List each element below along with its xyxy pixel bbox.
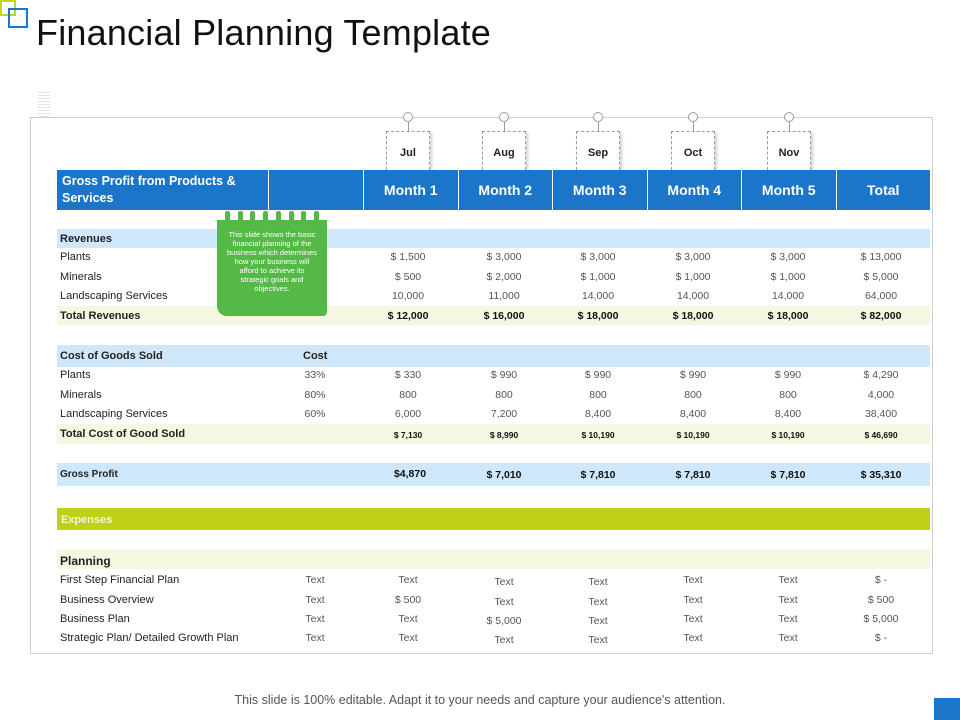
row-value: Text: [778, 574, 798, 586]
row-value: Text: [683, 594, 703, 606]
cost-percent: 33%: [304, 369, 326, 381]
row-value: Text: [778, 632, 798, 644]
row-value: 8,400: [584, 408, 612, 420]
row-value: Text: [588, 596, 608, 608]
row-value: $ 82,000: [860, 310, 902, 322]
planning-band: [57, 549, 930, 569]
row-value: 800: [589, 389, 607, 401]
month-tag: Aug: [482, 131, 526, 175]
pin-icon: [499, 112, 509, 122]
row-value: $ 990: [584, 369, 612, 381]
header-column: Month 2: [458, 170, 553, 210]
row-value: $ 1,000: [580, 271, 616, 283]
row-label: First Step Financial Plan: [60, 574, 180, 586]
row-value: $ 990: [679, 369, 707, 381]
row-value: $ 18,000: [577, 310, 619, 322]
row-value: Text: [305, 574, 325, 586]
header-month-columns: [363, 170, 930, 210]
row-value: $ 7,010: [486, 469, 522, 481]
row-value: Text: [778, 594, 798, 606]
row-label: Plants: [60, 251, 91, 263]
row-value: $ 5,000: [863, 271, 899, 283]
row-value: $ 18,000: [672, 310, 714, 322]
row-value: $ 18,000: [767, 310, 809, 322]
row-label: Minerals: [60, 271, 102, 283]
revenues-band: [57, 229, 930, 248]
row-value: 8,400: [679, 408, 707, 420]
row-value: 6,000: [394, 408, 422, 420]
gross-profit-label: Gross Profit: [60, 469, 118, 480]
row-value: Text: [683, 574, 703, 586]
row-value: $ 2,000: [486, 271, 522, 283]
row-label: Landscaping Services: [60, 290, 168, 302]
row-label: Plants: [60, 369, 91, 381]
row-label: Business Plan: [60, 613, 130, 625]
row-value: $ 8,990: [489, 430, 519, 440]
row-value: 14,000: [676, 290, 710, 302]
row-value: Text: [683, 613, 703, 625]
row-value: $ 1,000: [770, 271, 806, 283]
row-value: $ 3,000: [675, 251, 711, 263]
row-value: Text: [305, 613, 325, 625]
pin-icon: [593, 112, 603, 122]
row-value: $ 3,000: [580, 251, 616, 263]
row-value: 4,000: [867, 389, 895, 401]
row-value: Text: [398, 632, 418, 644]
row-value: 800: [495, 389, 513, 401]
row-value: $ 4,290: [863, 369, 899, 381]
row-value: 10,000: [391, 290, 425, 302]
row-label: Total Cost of Good Sold: [60, 428, 186, 440]
row-value: $ 7,130: [393, 430, 423, 440]
pin-icon: [688, 112, 698, 122]
expenses-label: Expenses: [61, 514, 113, 526]
row-value: 64,000: [864, 290, 898, 302]
footer-caption: This slide is 100% editable. Adapt it to your needs and capture your audience's attention.: [234, 693, 726, 707]
month-tag: Oct: [671, 131, 715, 175]
row-value: $ 16,000: [483, 310, 525, 322]
row-value: $ 1,000: [675, 271, 711, 283]
month-tag: Nov: [767, 131, 811, 175]
cost-percent: 80%: [304, 389, 326, 401]
pin-icon: [784, 112, 794, 122]
header-column: Total: [836, 170, 931, 210]
row-value: 14,000: [771, 290, 805, 302]
row-value: $ 3,000: [770, 251, 806, 263]
sticky-note-body: [217, 220, 327, 316]
row-label: Minerals: [60, 389, 102, 401]
row-value: Text: [494, 634, 514, 646]
row-value: $ 7,810: [580, 469, 616, 481]
planning-heading: Planning: [60, 554, 111, 568]
row-value: 800: [684, 389, 702, 401]
row-value: Text: [588, 576, 608, 588]
row-value: $ 10,190: [676, 430, 710, 440]
header-column: Month 3: [552, 170, 647, 210]
header-divider: [268, 170, 269, 210]
sticky-note: [217, 210, 327, 318]
cogs-cost-heading: Cost: [303, 350, 328, 362]
row-value: Text: [588, 634, 608, 646]
row-value: $ 5,000: [486, 615, 522, 627]
pin-icon: [403, 112, 413, 122]
row-label: Strategic Plan/ Detailed Growth Plan: [60, 632, 239, 644]
row-value: $ 12,000: [387, 310, 429, 322]
row-value: Text: [398, 574, 418, 586]
row-value: Text: [778, 613, 798, 625]
row-value: $ 10,190: [771, 430, 805, 440]
sticky-note-text: This slide shows the basic financial planning of the business which determines how your business will afford to achieve its strategic goals and objectives.: [226, 230, 318, 293]
corner-accent: [934, 698, 960, 720]
row-value: Text: [588, 615, 608, 627]
page-title: Financial Planning Template: [36, 12, 492, 53]
row-value: $ 5,000: [863, 613, 899, 625]
row-value: $ -: [874, 574, 888, 586]
month-tag: Sep: [576, 131, 620, 175]
row-value: Text: [683, 632, 703, 644]
header-first-cell: Gross Profit from Products & Services: [62, 174, 236, 205]
cogs-band: [57, 345, 930, 367]
row-value: $ 7,810: [675, 469, 711, 481]
logo-square-blue: [8, 8, 28, 28]
month-tag: Jul: [386, 131, 430, 175]
row-value: $ 35,310: [860, 469, 902, 481]
row-value: 800: [779, 389, 797, 401]
row-value: $ 10,190: [581, 430, 615, 440]
row-value: 7,200: [490, 408, 518, 420]
header-column: Month 4: [647, 170, 742, 210]
row-value: 8,400: [774, 408, 802, 420]
row-label: Business Overview: [60, 594, 154, 606]
row-label: Total Revenues: [60, 310, 141, 322]
row-value: Text: [398, 613, 418, 625]
row-value: $ 500: [867, 594, 895, 606]
expenses-band: [57, 508, 930, 530]
header-column: Month 1: [363, 170, 458, 210]
row-value: $ 46,690: [864, 430, 898, 440]
row-value: Text: [494, 596, 514, 608]
row-value: 11,000: [488, 290, 520, 302]
cost-percent: 60%: [304, 408, 326, 420]
row-value: 14,000: [581, 290, 615, 302]
gross-profit-cost-value: $4,870: [393, 468, 427, 480]
row-value: 800: [399, 389, 417, 401]
row-value: $ 990: [490, 369, 518, 381]
row-value: $ -: [874, 632, 888, 644]
header-column: Month 5: [741, 170, 836, 210]
row-value: $ 500: [394, 271, 422, 283]
row-value: $ 13,000: [860, 251, 902, 263]
row-value: Text: [305, 632, 325, 644]
row-value: $ 1,500: [390, 251, 426, 263]
cogs-heading: Cost of Goods Sold: [60, 350, 163, 362]
row-value: $ 500: [394, 594, 422, 606]
row-value: $ 3,000: [486, 251, 522, 263]
row-value: 38,400: [864, 408, 898, 420]
row-label: Landscaping Services: [60, 408, 168, 420]
row-value: $ 990: [774, 369, 802, 381]
table-header: [57, 170, 930, 210]
row-value: Text: [494, 576, 514, 588]
revenues-heading: Revenues: [60, 233, 112, 245]
row-value: Text: [305, 594, 325, 606]
row-value: $ 330: [394, 369, 422, 381]
row-value: $ 7,810: [770, 469, 806, 481]
